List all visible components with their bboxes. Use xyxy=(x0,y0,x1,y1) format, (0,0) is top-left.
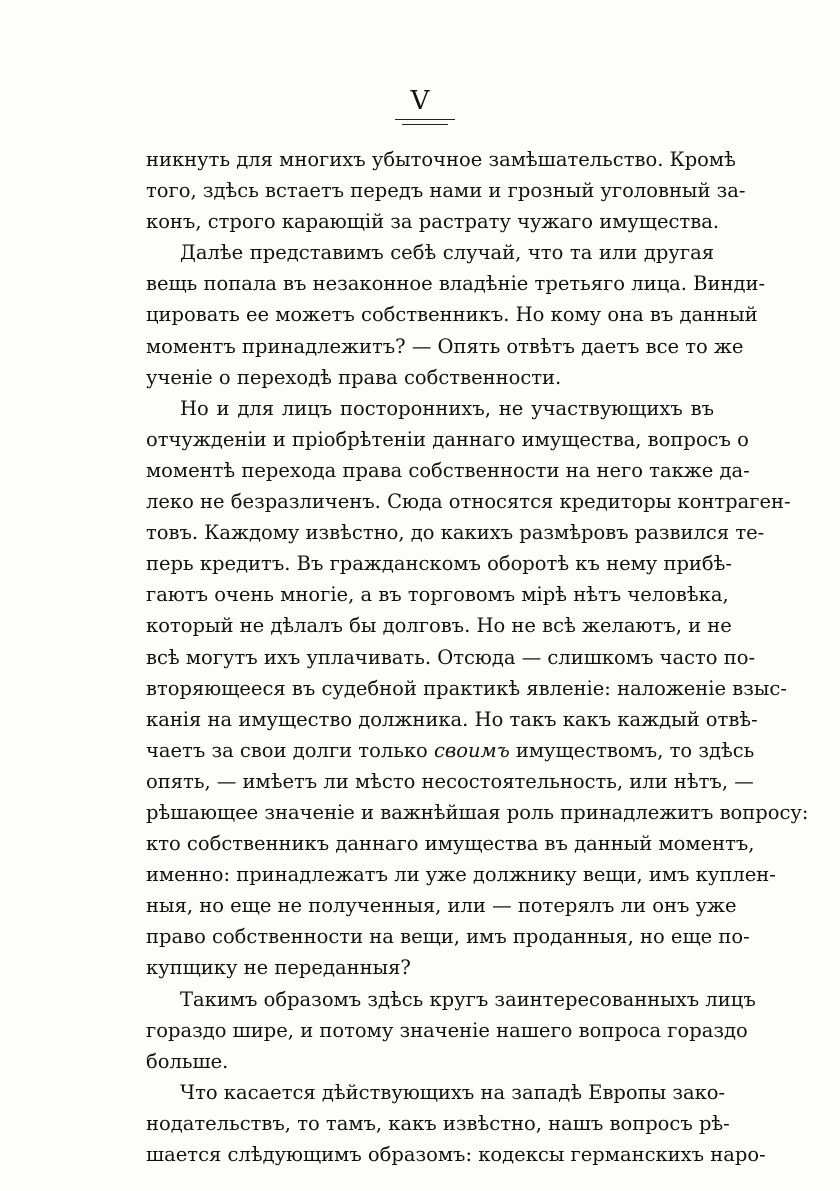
text-line: нодательствъ, то тамъ, какъ извѣстно, нашъ вопросъ рѣ- xyxy=(146,1111,730,1135)
text-line: больше. xyxy=(146,1049,229,1073)
text-line: именно: принадлежатъ ли уже должнику вещи, имъ куплен- xyxy=(146,863,776,887)
text-line xyxy=(146,735,755,766)
text-line: ученіе о переходѣ права собственности. xyxy=(146,365,562,389)
text-line: Далѣе представимъ себѣ случай, что та или другая xyxy=(180,241,714,265)
text-line: товъ. Каждому извѣстно, до какихъ размѣровъ развился те- xyxy=(146,521,765,545)
body-text xyxy=(146,144,809,1170)
text-line: леко не безразличенъ. Сюда относятся кредиторы контраген- xyxy=(146,490,791,514)
text-line: моментъ принадлежитъ? — Опять отвѣтъ даетъ все то же xyxy=(146,334,744,358)
text-line: рѣшающее значеніе и важнѣйшая роль принадлежитъ вопросу: xyxy=(146,800,809,824)
text-line: никнуть для многихъ убыточное замѣшательство. Кромѣ xyxy=(146,148,736,171)
text-line: конъ, строго карающій за растрату чужаго имущества. xyxy=(146,210,720,234)
text-line: гаютъ очень многіе, а въ торговомъ мірѣ нѣтъ человѣка, xyxy=(146,583,729,607)
text-line: который не дѣлалъ бы долговъ. Но не всѣ желаютъ, и не xyxy=(146,614,732,638)
text-line: того, здѣсь встаетъ передъ нами и грозный уголовный за- xyxy=(146,179,746,203)
text-line: гораздо шире, и потому значеніе нашего вопроса гораздо xyxy=(146,1018,748,1042)
text-line: опять, — имѣетъ ли мѣсто несостоятельность, или нѣтъ, — xyxy=(146,769,754,793)
text-line: шается слѣдующимъ образомъ: кодексы германскихъ наро- xyxy=(146,1143,766,1166)
text-line: право собственности на вещи, имъ проданныя, но еще по- xyxy=(146,925,750,949)
text-line: вещь попала въ незаконное владѣніе третьяго лица. Винди- xyxy=(146,272,766,296)
text-line: моментѣ перехода права собственности на него также да- xyxy=(146,458,750,482)
text-line: кто собственникъ даннаго имущества въ данный моментъ, xyxy=(146,832,755,856)
text-line: Такимъ образомъ здѣсь кругъ заинтересованныхъ лицъ xyxy=(180,987,756,1011)
text-line: Но и для лицъ постороннихъ, не участвующихъ въ xyxy=(180,396,714,420)
header-rule-short xyxy=(402,124,448,125)
text-line: ныя, но еще не полученныя, или — потерялъ ли онъ уже xyxy=(146,894,737,918)
text-line: вторяющееся въ судебной практикѣ явленіе: наложеніе взыс- xyxy=(146,676,787,700)
header-rule xyxy=(395,119,455,120)
text-segment: имуществомъ, то здѣсь xyxy=(509,738,755,762)
emphasized-word: своимъ xyxy=(433,738,510,762)
text-line: перь кредитъ. Въ гражданскомъ оборотѣ къ нему прибѣ- xyxy=(146,552,733,576)
text-line: Что касается дѣйствующихъ на западѣ Европы зако- xyxy=(180,1080,726,1104)
text-line: цировать ее можетъ собственникъ. Но кому она въ данный xyxy=(146,303,758,327)
text-line: отчужденіи и пріобрѣтеніи даннаго имущества, вопросъ о xyxy=(146,427,749,451)
text-line: купщику не переданныя? xyxy=(146,956,411,980)
text-line: всѣ могутъ ихъ уплачивать. Отсюда — слишкомъ часто по- xyxy=(146,645,756,669)
text-segment: чаетъ за свои долги только xyxy=(146,738,434,762)
page-number: V xyxy=(410,86,430,116)
text-line: канія на имущество должника. Но такъ какъ каждый отвѣ- xyxy=(146,707,758,731)
